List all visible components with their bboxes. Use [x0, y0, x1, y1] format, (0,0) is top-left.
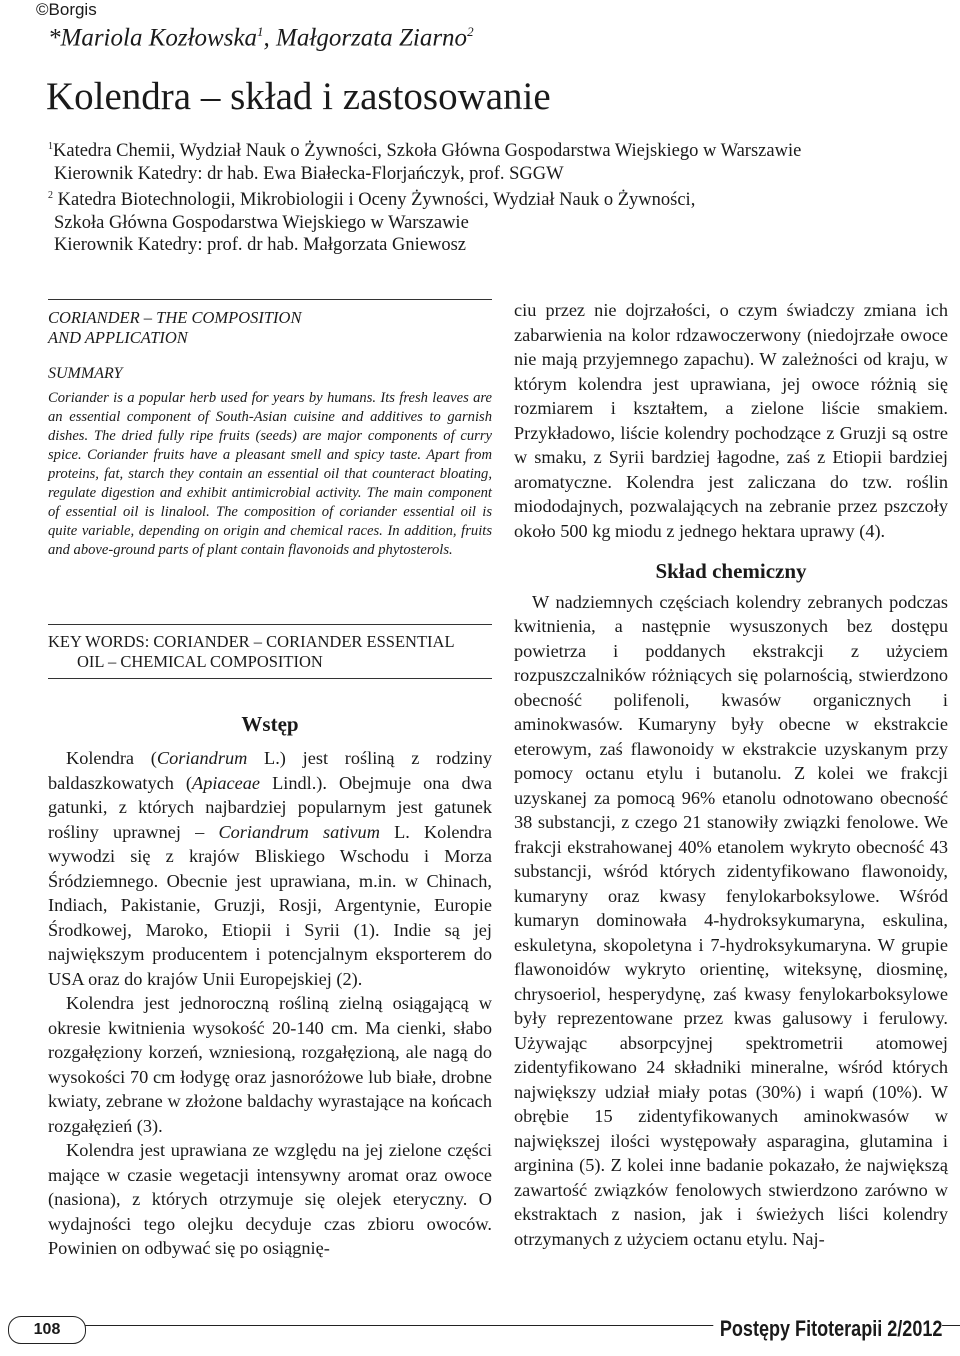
affiliations	[48, 136, 953, 257]
chemical-composition-paragraph: W nadziemnych częściach kolendry zebranych podczas kwitnienia, a następnie wysuszonych bez dostępu powietrza i poddanych ekstrakcji z użyciem rozpuszczalników różniących się polarnością, stwierdzono obecność polifenoli, kwasów organicznych i aminokwasów. Kumaryny były obecne w ekstrakcie eterowym, zaś flawonoidy w ekstrakcie uzyskanym przy pomocy octanu etylu i butanolu. Z kolei we frakcji uzyskanej za pomocą 96% etanolu odnotowano obecność 38 substancji, z czego 21 stanowiły związki fenolowe. We frakcji ekstrahowanej 40% etanolem wykryto obecność 43 substancji, wśród których zidentyfikowano flawonoidy, kumaryny oraz kwasy fenylokarboksylowe. Wśród kumaryn dominowała 4-hydroksykumaryna, eskulina, eskuletyna, skopoletyna i 7-hydroksykumaryna. W grupie flawonoidów wykryto orientinę, witeksynę, diosminę, chrysoeriol, hesperydynę, zaś kwasy fenylokarboksylowe były reprezentowane przez kwas galusowy i ferulowy. Używając absorpcyjnej spektrometrii atomowej zidentyfikowano 24 składniki mineralne, wśród których największy udział miały potas (30%) i wapń (10%). W obrębie 15 zidentyfikowanych aminokwasów w największej ilości występowały asparagina, glutamina i arginina (5). Z kolei inne badanie pokazało, że największą zawartość związków fenolowych stwierdzono zarówno w ekstraktach z nasion, jak i świeżych liści kolendry otrzymanych z użyciem octanu etylu. Naj-	[514, 591, 948, 1249]
author-1-affiliation-mark: 1	[257, 24, 264, 39]
publisher-label: ©Borgis	[36, 0, 97, 19]
affiliation-2-line-3: Kierownik Katedry: prof. dr hab. Małgorzata Gniewosz	[54, 235, 467, 256]
right-column	[514, 298, 948, 1251]
page-footer	[0, 1316, 960, 1356]
intro-body	[48, 746, 492, 1261]
author-2: , Małgorzata Ziarno	[263, 24, 468, 52]
affiliation-1-line-1: $^1$Katedra Chemii, Wydział Nauk o Żywności, Szkoła Główna Gospodarstwa Wiejskiego w Warszawie	[48, 141, 802, 162]
english-title: CORIANDER – THE COMPOSITION AND APPLICATION	[48, 308, 302, 347]
english-abstract	[48, 308, 492, 560]
article-title: Kolendra – skład i zastosowanie	[46, 75, 551, 118]
intro-heading: Wstęp	[241, 712, 299, 736]
affiliation-2-line-2: Szkoła Główna Gospodarstwa Wiejskiego w Warszawie	[54, 212, 469, 233]
authors	[48, 24, 474, 52]
affiliation-2-line-1: $^2$ Katedra Biotechnologii, Mikrobiologii i Oceny Żywności, Wydział Nauk o Żywności,	[48, 190, 696, 211]
summary-text: Coriander is a popular herb used for years by humans. Its fresh leaves are an essential component of South-Asian cuisine and additives to garnish dishes. The dried fully ripe fruits (seeds) are major components of curry spice. Coriander fruits have a pleasant smell and spicy taste. Apart from proteins, fat, starch they contain an essential oil that counteract bloating, regulate digestion and exhibit antimicrobial activity. The main component of essential oil is linalool. The composition of coriander essential oil is quite variable, depending on origin and chemical races. In addition, fruits and above-ground parts of plant contain flavonoids and phytosterols.	[48, 390, 492, 558]
author-1: *Mariola Kozłowska	[48, 24, 258, 52]
intro-paragraph-2: Kolendra jest jednoroczną rośliną zielną osiągającą w okresie kwitnienia wysokość 20-140 cm. Ma cienki, słabo rozgałęziony korzeń, wzniesioną, rozgałęzioną, ale nagą do wysokości 70 cm łodygę oraz jasnoróżowe lub białe, drobne kwiaty, zebrane w złożone baldachy wyrastające na końcach rozgałęzień (3).	[48, 993, 492, 1136]
author-2-affiliation-mark: 2	[467, 24, 474, 39]
intro-paragraph-1: Kolendra (Coriandrum L.) jest rośliną z rodziny baldaszkowatych (Apiaceae Lindl.). Obejmuje ona dwa gatunki, z których najbardziej popularnym jest gatunek rośliny uprawnej – Coriandrum sativum L. Kolendra wywodzi się z krajów Bliskiego Wschodu i Morza Śródziemnego. Obecnie jest uprawiana, m.in. w Chinach, Indiach, Pakistanie, Gruzji, Rosji, Argentynie, Europie Środkowej, Maroko, Etiopii i Syrii (1). Indie są jej największym producentem i potencjalnym eksporterem do USA oraz do krajów Unii Europejskiej (2).	[48, 748, 492, 989]
keywords: KEY WORDS: CORIANDER – CORIANDER ESSENTIAL OIL – CHEMICAL COMPOSITION	[48, 632, 455, 671]
page-number: 108	[8, 1316, 86, 1344]
affiliation-1-line-2: Kierownik Katedry: dr hab. Ewa Białecka-Florjańczyk, prof. SGGW	[54, 163, 564, 184]
keywords-top-rule	[48, 624, 492, 625]
intro-paragraph-3: Kolendra jest uprawiana ze względu na jej zielone części mające w czasie wegetacji intensywny aromat oraz owoce (nasiona), z których otrzymuje się olejek eteryczny. O wydajności tego olejku decyduje czas zbioru owoców. Powinien on odbywać się po osiągnię-	[48, 1140, 492, 1258]
abstract-top-rule	[48, 299, 492, 300]
continued-paragraph: ciu przez nie dojrzałości, o czym świadczy zmiana ich zabarwienia na kolor rdzawoczerwony (niedojrzałe owoce nie mają przyjemnego zapachu). W zależności od kraju, w którym kolendra jest uprawiana, jej owoce różnią się rozmiarem i kształtem, a zielone liście smakiem. Przykładowo, liście kolendry pochodzące z Gruzji są ostre w smaku, z Syrii bardziej łagodne, zaś z Etiopii bardziej aromatyczne. Kolendra jest zaliczana do tzw. roślin miododajnych, pozwalających na zebranie przez pszczoły około 500 kg miodu z jednego hektara uprawy (4).	[514, 300, 948, 541]
chemical-composition-heading: Skład chemiczny	[655, 559, 807, 583]
summary-heading: SUMMARY	[48, 365, 123, 382]
journal-name: Postępy Fitoterapii 2/2012	[713, 1316, 942, 1342]
keywords-bottom-rule	[48, 678, 492, 679]
